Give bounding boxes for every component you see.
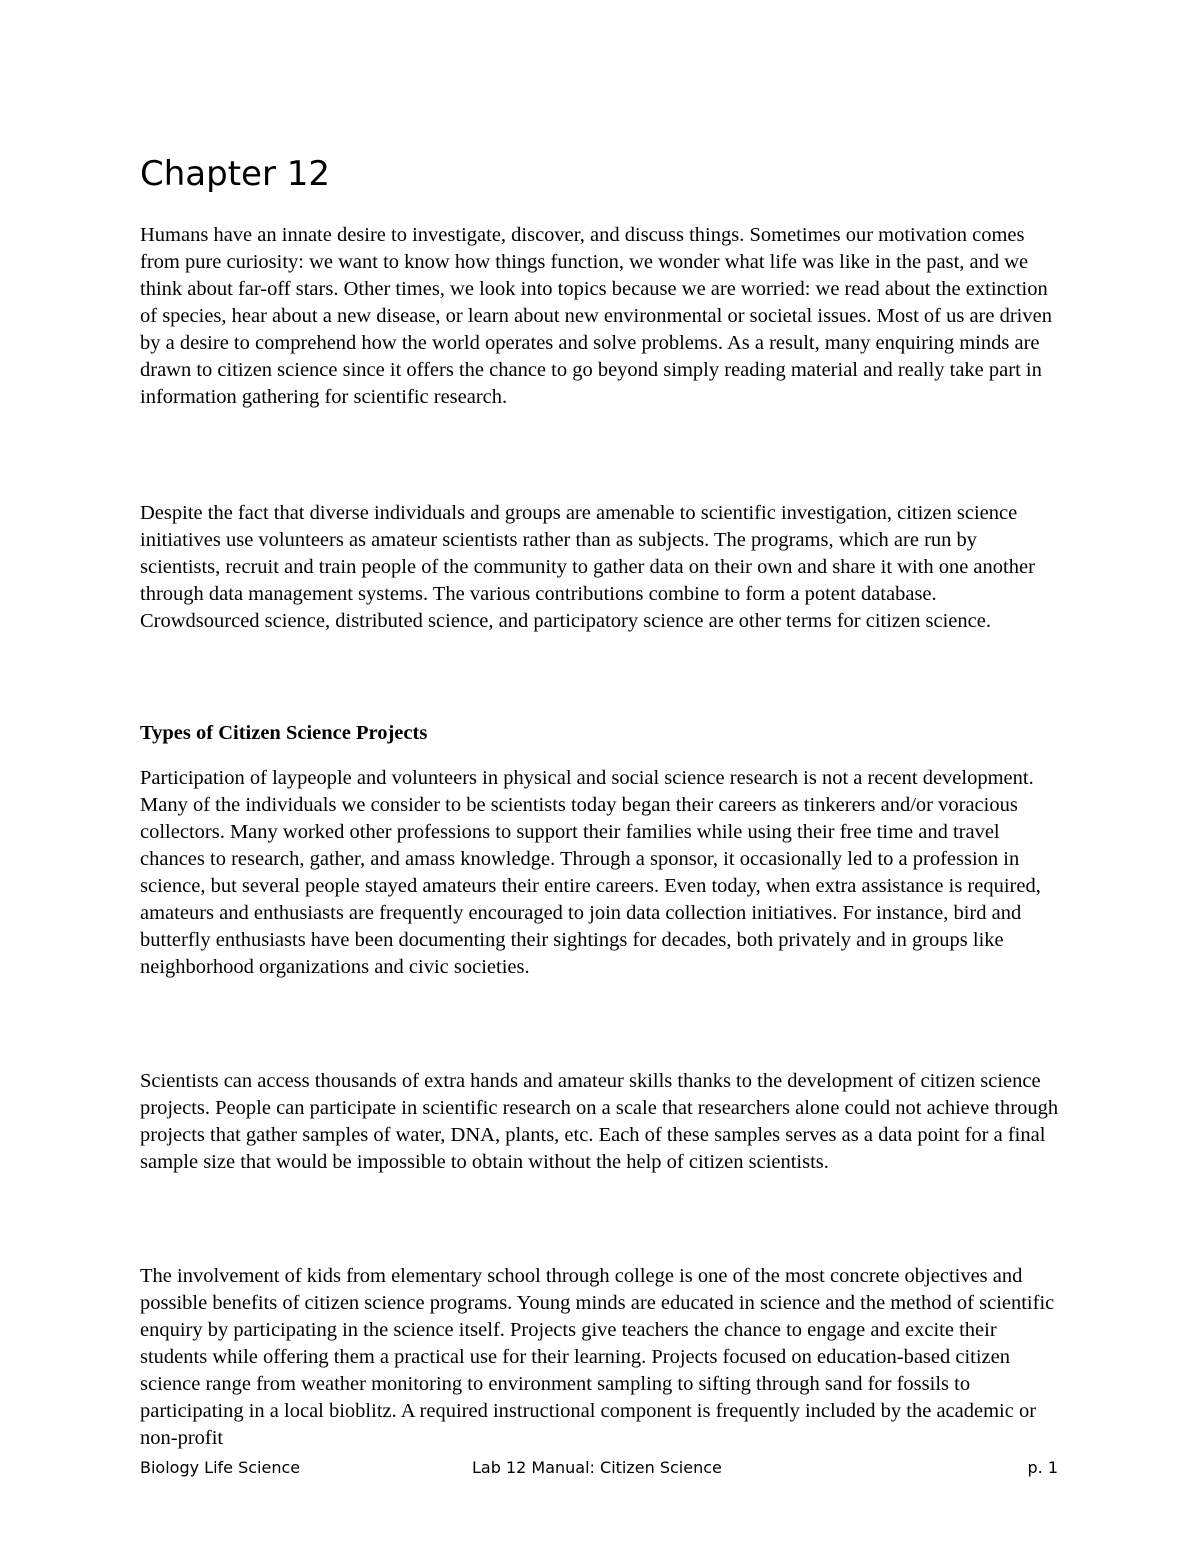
section-heading-types: Types of Citizen Science Projects xyxy=(140,722,428,744)
paragraph-education: The involvement of kids from elementary school through college is one of the most concrete objectives and possible benefits of citizen science programs. Young minds are educated in science and the method of scientific enquiry by participating in the science itself. Projects give teachers the chance to engage and excite their students while offering them a practical use for their learning. Projects focused on education-based citizen science range from weather monitoring to environment sampling to sifting through sand for fossils to participating in a local bioblitz. A required instructional component is frequently included by the academic or non-profit xyxy=(140,1265,1055,1449)
paragraph-history: Participation of laypeople and volunteers in physical and social science research is not a recent development. Many of the individuals we consider to be scientists today began their careers as tinkerers and/or voracious collectors. Many worked other professions to support their families while using their free time and travel chances to research, gather, and amass knowledge. Through a sponsor, it occasionally led to a profession in science, but several people stayed amateurs their entire careers. Even today, when extra assistance is required, amateurs and enthusiasts are frequently encouraged to join data collection initiatives. For instance, bird and butterfly enthusiasts have been documenting their sightings for decades, both privately and in groups like neighborhood organizations and civic societies. xyxy=(140,767,1041,978)
paragraph-scale: Scientists can access thousands of extra hands and amateur skills thanks to the development of citizen science projects. People can participate in scientific research on a scale that researchers alone could not achieve through projects that gather samples of water, DNA, plants, etc. Each of these samples serves as a data point for a final sample size that would be impossible to obtain without the help of citizen scientists. xyxy=(140,1070,1059,1173)
paragraph-intro: Humans have an innate desire to investigate, discover, and discuss things. Sometimes our motivation comes from pure curiosity: we want to know how things function, we wonder what life was like in the past, and we think about far-off stars. Other times, we look into topics because we are worried: we read about the extinction of species, hear about a new disease, or learn about new environmental or societal issues. Most of us are driven by a desire to comprehend how the world operates and solve problems. As a result, many enquiring minds are drawn to citizen science since it offers the chance to go beyond simply reading material and really take part in information gathering for scientific research. xyxy=(140,224,1052,408)
footer-course: Biology Life Science xyxy=(140,1458,301,1477)
footer-manual-title: Lab 12 Manual: Citizen Science xyxy=(472,1458,722,1477)
paragraph-volunteers: Despite the fact that diverse individuals and groups are amenable to scientific investigation, citizen science initiatives use volunteers as amateur scientists rather than as subjects. The programs, which are run by scientists, recruit and train people of the community to gather data on their own and share it with one another through data management systems. The various contributions combine to form a potent database. Crowdsourced science, distributed science, and participatory science are other terms for citizen science. xyxy=(140,502,1035,632)
footer-page-number: p. 1 xyxy=(1027,1458,1058,1477)
chapter-title: Chapter 12 xyxy=(140,154,331,194)
